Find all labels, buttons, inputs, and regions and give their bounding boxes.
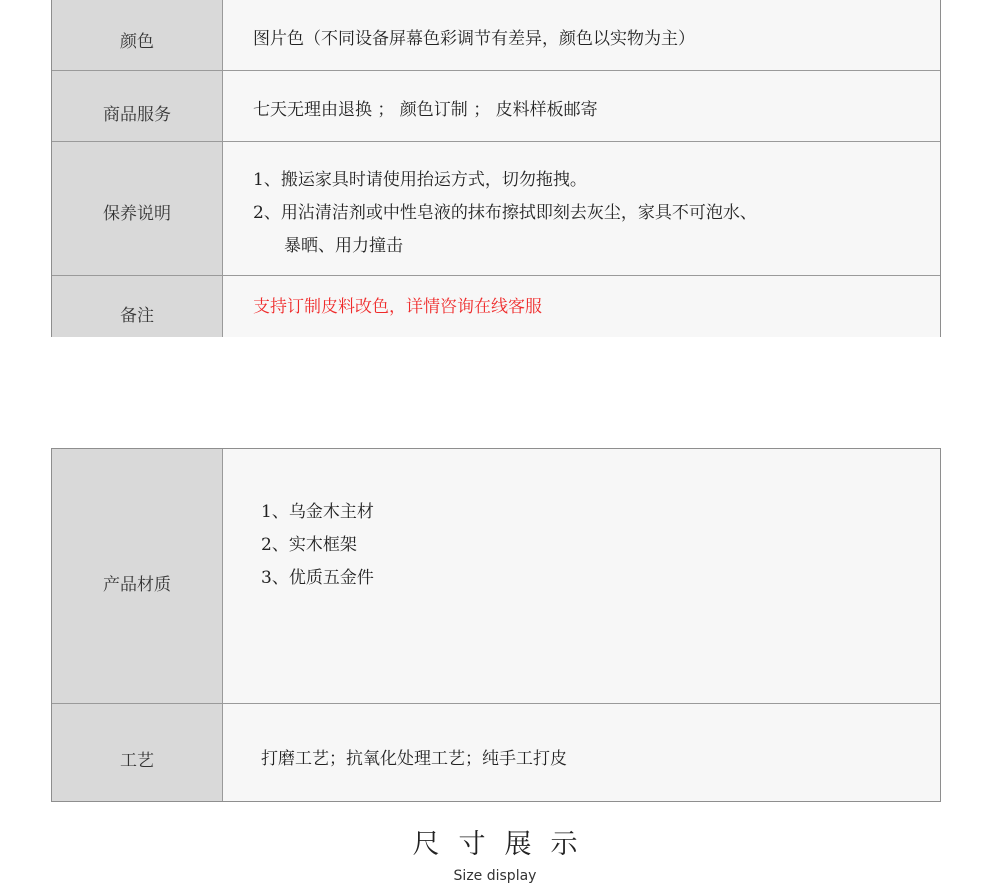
color-row: [52, 0, 940, 71]
material-label: 产品材质: [52, 449, 223, 703]
size-section-title: 尺寸展示: [412, 829, 597, 860]
craft-row: [52, 704, 940, 801]
material-item: 1、乌金木主材: [261, 502, 374, 522]
material-list: [223, 449, 940, 703]
material-item: 2、实木框架: [261, 535, 357, 555]
service-label: 商品服务: [52, 71, 223, 141]
care-row: [52, 142, 940, 276]
care-line: 2、用沾清洁剂或中性皂液的抹布擦拭即刻去灰尘，家具不可泡水、: [253, 203, 757, 223]
product-info-table: [51, 0, 941, 337]
care-line: 1、搬运家具时请使用抬运方式，切勿拖拽。: [253, 170, 587, 190]
material-row: [52, 449, 940, 704]
service-row: [52, 71, 940, 142]
service-value: 七天无理由退换 ； 颜色订制 ； 皮料样板邮寄: [223, 71, 940, 141]
care-label: 保养说明: [52, 142, 223, 275]
care-line: 暴晒、用力撞击: [284, 236, 403, 256]
craft-value: 打磨工艺；抗氧化处理工艺；纯手工打皮: [223, 704, 940, 801]
color-label: 颜色: [52, 0, 223, 70]
craft-label: 工艺: [52, 704, 223, 801]
care-instructions: [223, 142, 940, 275]
note-row: [52, 276, 940, 337]
note-label: 备注: [52, 276, 223, 337]
material-table: [51, 448, 941, 802]
size-section-subtitle: Size display: [453, 868, 537, 884]
note-value: 支持订制皮料改色，详情咨询在线客服: [223, 276, 940, 337]
material-item: 3、优质五金件: [261, 568, 374, 588]
color-value: 图片色（不同设备屏幕色彩调节有差异，颜色以实物为主）: [223, 0, 940, 70]
